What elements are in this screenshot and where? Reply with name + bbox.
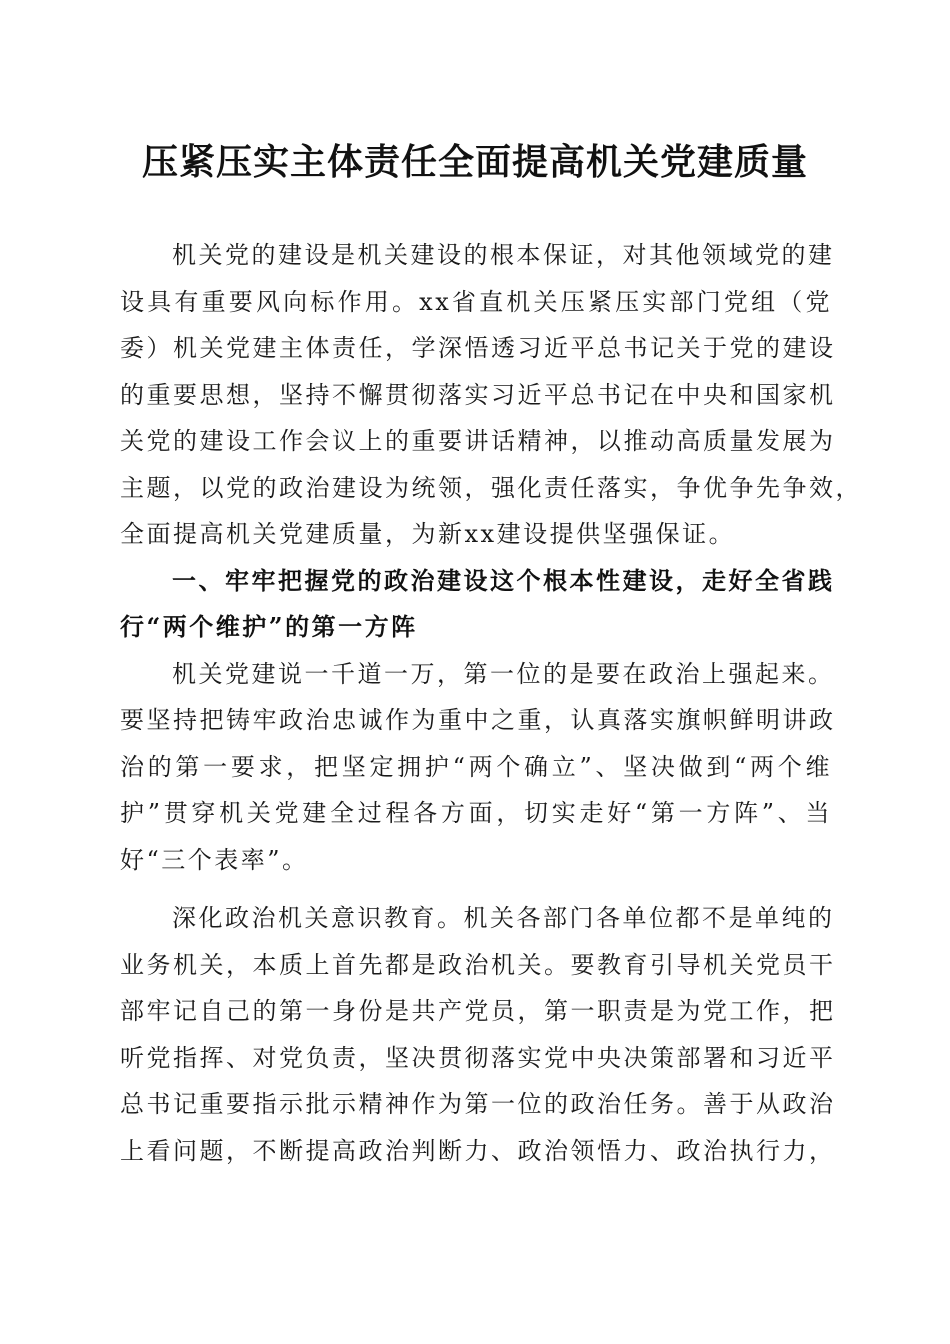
text-line: 深化政治机关意识教育。机关各部门各单位都不是单纯的	[172, 904, 835, 932]
text-line: 全面提高机关党建质量，为新xx建设提供坚强保证。	[120, 520, 736, 548]
paragraph-political-strength	[120, 651, 836, 884]
heading-line: 一、牢牢把握党的政治建设这个根本性建设，走好全省践	[172, 565, 835, 595]
text-line: 治的第一要求，把坚定拥护“两个确立”、坚决做到“两个维	[120, 752, 832, 781]
text-line: 总书记重要指示批示精神作为第一位的政治任务。善于从政治	[120, 1090, 836, 1118]
paragraph-intro	[120, 232, 862, 558]
text-line: 上看问题，不断提高政治判断力、政治领悟力、政治执行力，	[120, 1136, 836, 1165]
section-heading-1	[120, 558, 835, 651]
document-title: 压紧压实主体责任全面提高机关党建质量	[141, 141, 808, 183]
text-line: 护”贯穿机关党建全过程各方面，切实走好“第一方阵”、当	[120, 799, 832, 827]
text-line: 主题，以党的政治建设为统领，强化责任落实，争优争先争效，	[120, 473, 862, 502]
text-line: 机关党建说一千道一万，第一位的是要在政治上强起来。	[172, 659, 835, 688]
text-line: 关党的建设工作会议上的重要讲话精神，以推动高质量发展为	[120, 427, 836, 455]
text-line: 机关党的建设是机关建设的根本保证，对其他领域党的建	[172, 241, 835, 269]
document-body	[120, 232, 862, 1174]
text-line: 委）机关党建主体责任，学深悟透习近平总书记关于党的建设	[120, 334, 836, 362]
text-line: 要坚持把铸牢政治忠诚作为重中之重，认真落实旗帜鲜明讲政	[120, 706, 836, 734]
heading-line: 行“两个维护”的第一方阵	[120, 612, 418, 641]
text-line: 好“三个表率”。	[120, 845, 309, 874]
text-line: 业务机关，本质上首先都是政治机关。要教育引导机关党员干	[120, 950, 836, 979]
text-line: 部牢记自己的第一身份是共产党员，第一职责是为党工作，把	[120, 997, 836, 1025]
paragraph-political-awareness	[120, 895, 836, 1174]
text-line: 听党指挥、对党负责，坚决贯彻落实党中央决策部署和习近平	[120, 1043, 836, 1072]
text-line: 设具有重要风向标作用。xx省直机关压紧压实部门党组（党	[120, 287, 832, 316]
text-line: 的重要思想，坚持不懈贯彻落实习近平总书记在中央和国家机	[120, 380, 836, 409]
paragraph-spacer	[120, 883, 832, 895]
